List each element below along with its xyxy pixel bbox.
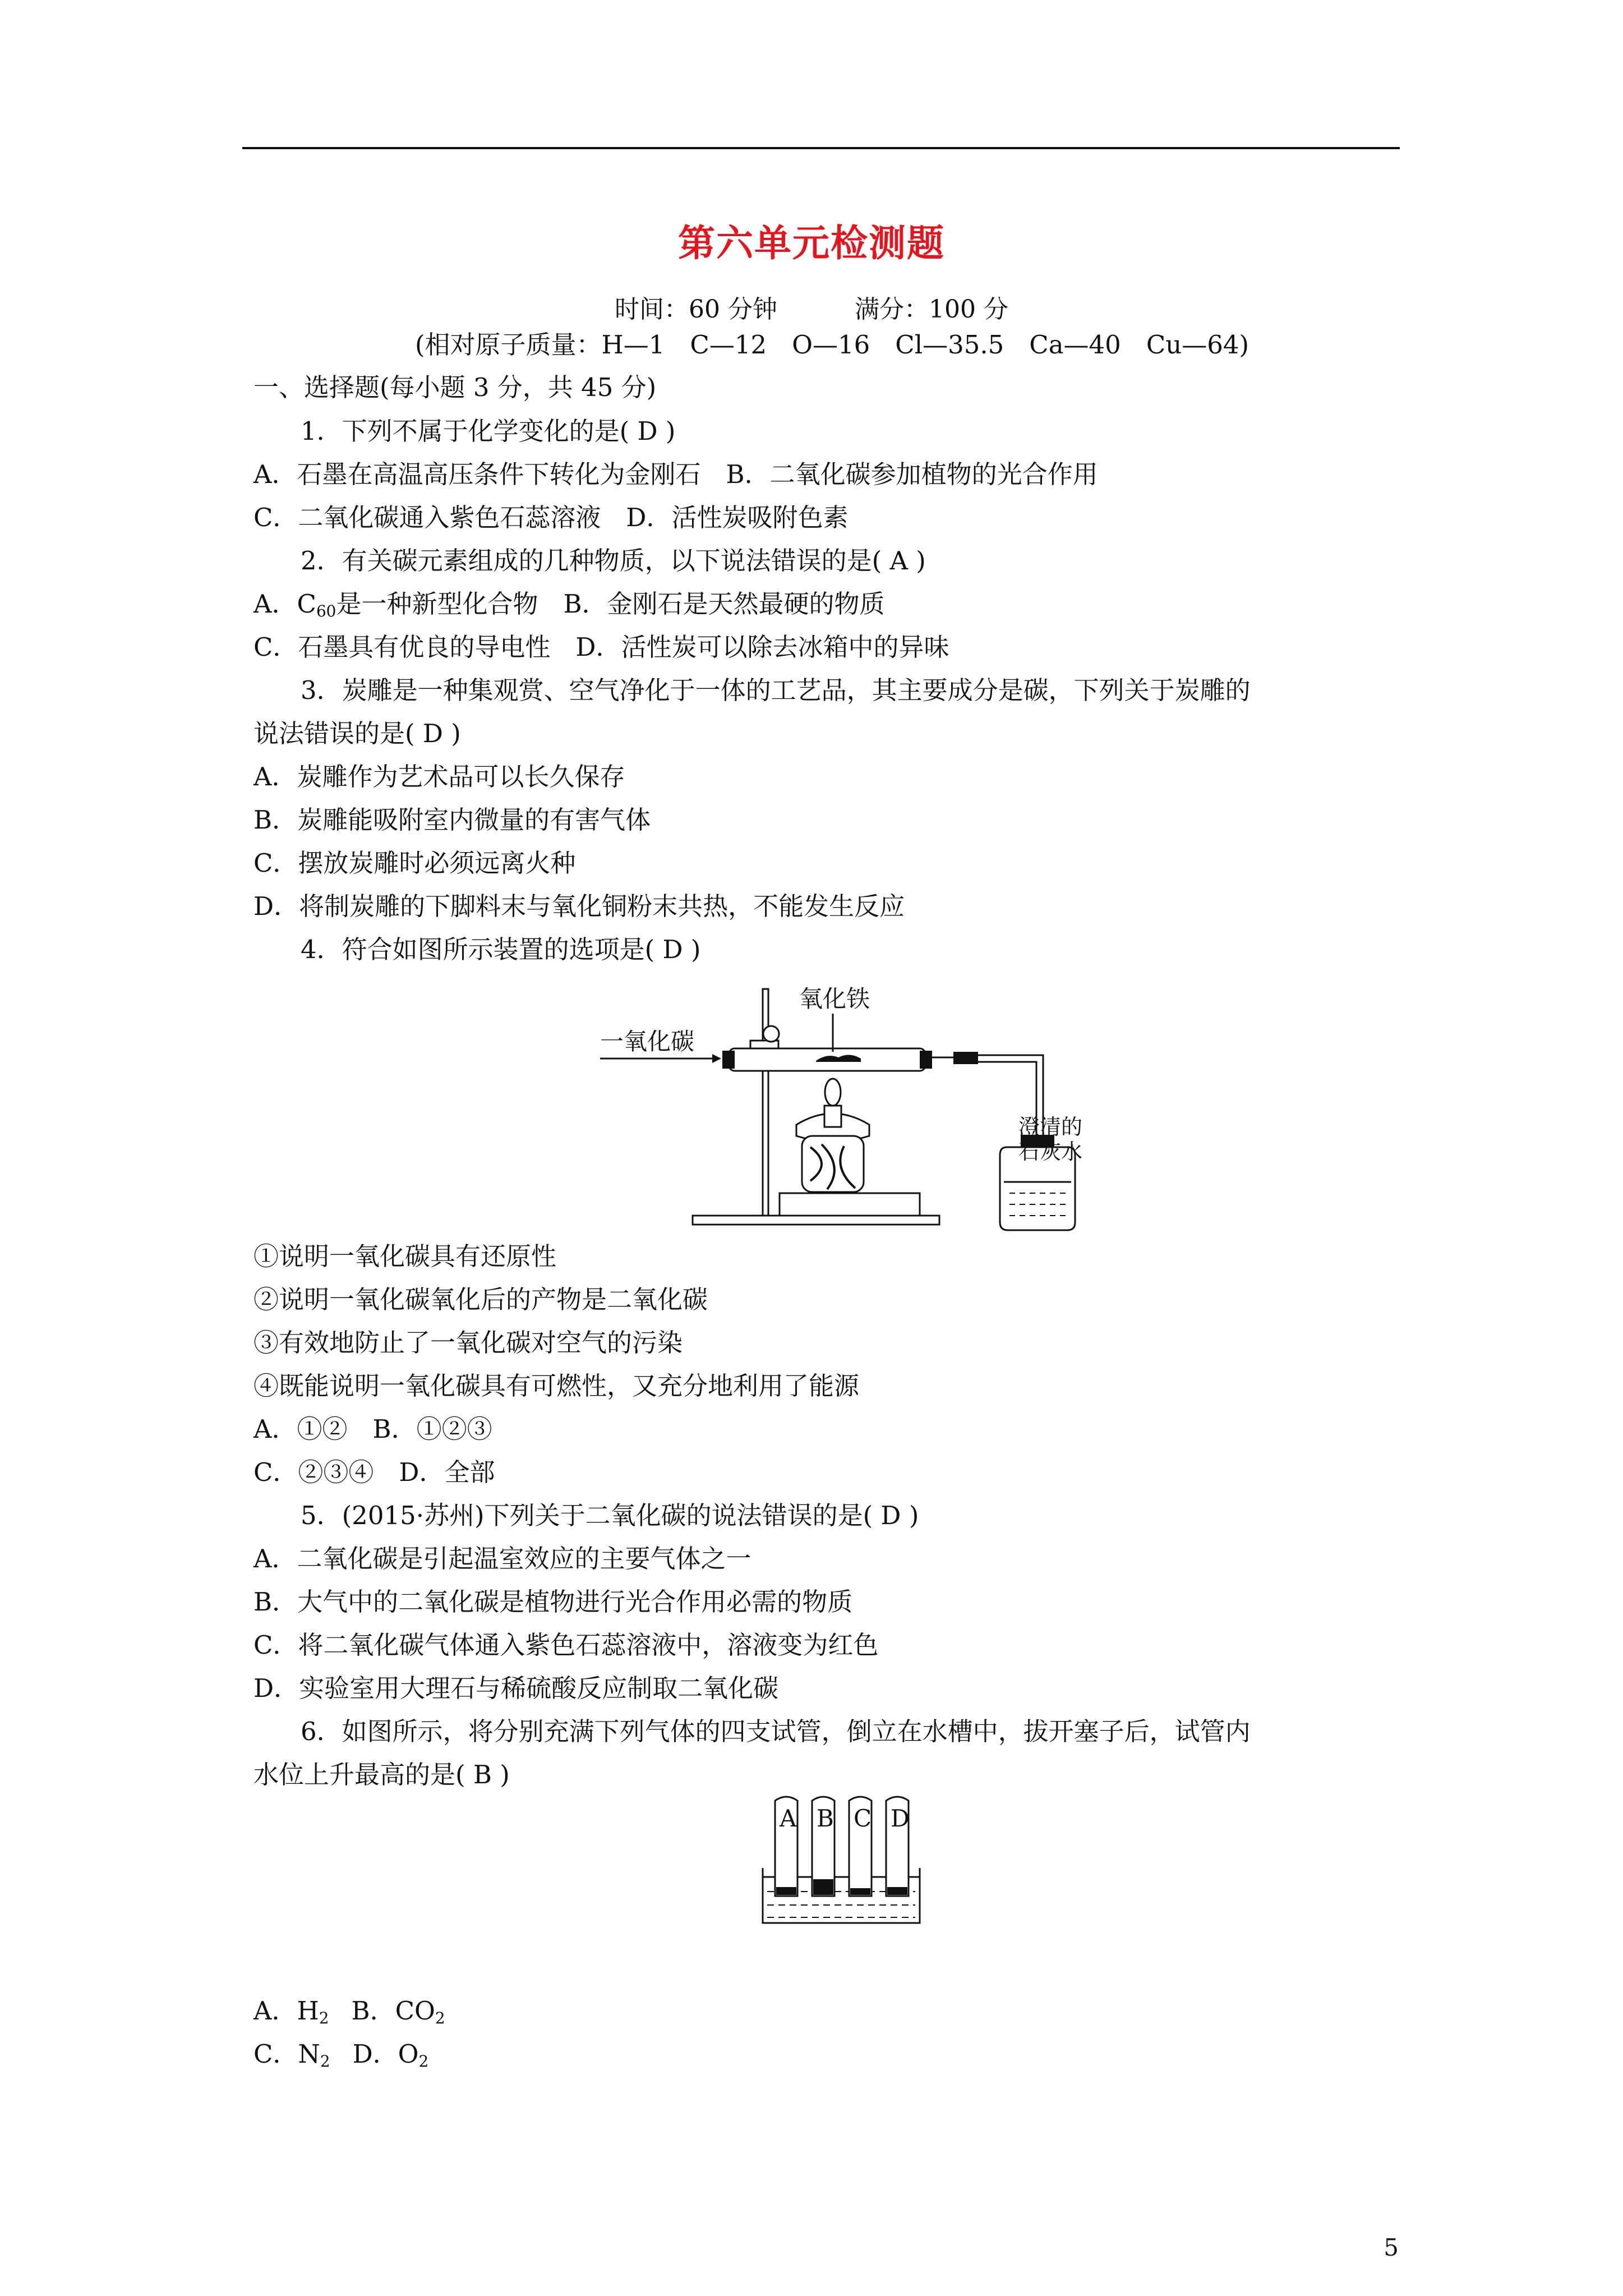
time-score-line bbox=[0, 289, 1623, 325]
co-reduction-apparatus bbox=[594, 973, 1110, 1237]
q6-stem-1: 6．如图所示，将分别充满下列气体的四支试管，倒立在水槽中，拔开塞子后，试管内 bbox=[301, 1717, 1251, 1746]
q5-option-d: D．实验室用大理石与稀硫酸反应制取二氧化碳 bbox=[253, 1673, 779, 1703]
q5-option-a: A．二氧化碳是引起温室效应的主要气体之一 bbox=[253, 1544, 751, 1573]
q6-options-ab bbox=[253, 1998, 445, 2026]
label-limewater-l2: 石灰水 bbox=[1018, 1139, 1083, 1164]
q2-options-ab bbox=[253, 591, 885, 619]
q4-options-cd: C．②③④ D．全部 bbox=[253, 1457, 495, 1487]
q2-a-rest: 是一种新型化合物 B．金刚石是天然最硬的物质 bbox=[336, 589, 885, 619]
q4-statement-2: ②说明一氧化碳氧化后的产物是二氧化碳 bbox=[253, 1285, 708, 1314]
q3-option-a: A．炭雕作为艺术品可以长久保存 bbox=[253, 762, 625, 792]
q2-stem: 2．有关碳元素组成的几种物质，以下说法错误的是( A ) bbox=[301, 546, 926, 576]
q6-b-sub: 2 bbox=[435, 2008, 445, 2027]
q6-c-pre: C．N bbox=[253, 2039, 320, 2069]
rubber-joint bbox=[953, 1052, 978, 1064]
header-rule bbox=[242, 147, 1400, 149]
stand-base bbox=[693, 1216, 939, 1225]
clamp-screw bbox=[763, 1026, 779, 1042]
page-number: 5 bbox=[1384, 2234, 1399, 2261]
q6-a-pre: A．H bbox=[253, 1996, 319, 2026]
flame bbox=[825, 1079, 841, 1106]
tube-label-c: C bbox=[854, 1805, 872, 1832]
q6-stem-2: 水位上升最高的是( B ) bbox=[253, 1760, 510, 1789]
full-score: 满分：100 分 bbox=[855, 295, 1008, 324]
q5-stem: 5．(2015·苏州)下列关于二氧化碳的说法错误的是( D ) bbox=[301, 1501, 919, 1530]
q2-options-cd: C．石墨具有优良的导电性 D．活性炭可以除去冰箱中的异味 bbox=[253, 632, 949, 662]
q6-b-pre: B．CO bbox=[351, 1996, 435, 2026]
q2-a-prefix: A．C bbox=[253, 589, 316, 619]
q6-c-sub: 2 bbox=[320, 2051, 330, 2070]
wick-holder bbox=[824, 1106, 841, 1127]
burner-platform bbox=[780, 1193, 920, 1216]
q1-stem: 1．下列不属于化学变化的是( D ) bbox=[301, 416, 676, 446]
inverted-test-tubes-figure bbox=[751, 1795, 931, 1930]
q3-option-b: B．炭雕能吸附室内微量的有害气体 bbox=[253, 805, 651, 835]
q3-option-d: D．将制炭雕的下脚料末与氧化铜粉末共热，不能发生反应 bbox=[253, 891, 905, 921]
label-limewater-l1: 澄清的 bbox=[1018, 1115, 1083, 1139]
q3-option-c: C．摆放炭雕时必须远离火种 bbox=[253, 848, 576, 878]
q5-option-c: C．将二氧化碳气体通入紫色石蕊溶液中，溶液变为红色 bbox=[253, 1630, 879, 1660]
label-co: 一氧化碳 bbox=[600, 1028, 695, 1055]
q3-stem-1: 3．炭雕是一种集观赏、空气净化于一体的工艺品，其主要成分是碳，下列关于炭雕的 bbox=[301, 675, 1251, 705]
q5-option-b: B．大气中的二氧化碳是植物进行光合作用必需的物质 bbox=[253, 1587, 853, 1617]
page-title: 第六单元检测题 bbox=[678, 221, 945, 265]
section-heading: 一、选择题(每小题 3 分，共 45 分) bbox=[253, 372, 657, 402]
tube-label-b: B bbox=[817, 1805, 834, 1832]
q4-statement-3: ③有效地防止了一氧化碳对空气的污染 bbox=[253, 1328, 683, 1358]
q6-d-pre: D．O bbox=[352, 2039, 419, 2069]
q6-options-cd bbox=[253, 2041, 428, 2069]
q1-options-cd: C．二氧化碳通入紫色石蕊溶液 D．活性炭吸附色素 bbox=[253, 503, 849, 532]
tube-label-d: D bbox=[891, 1805, 910, 1832]
atomic-masses: (相对原子质量：H—1 C—12 O—16 Cl—35.5 Ca—40 Cu—64) bbox=[415, 330, 1249, 360]
q2-a-sub: 60 bbox=[316, 601, 336, 620]
co-arrow-head bbox=[712, 1054, 721, 1063]
iron-stand-rod bbox=[763, 989, 768, 1223]
tube-label-a: A bbox=[780, 1805, 797, 1832]
tube-stopper-right bbox=[920, 1051, 932, 1069]
q4-options-ab: A．①② B．①②③ bbox=[253, 1414, 492, 1444]
time-limit: 时间：60 分钟 bbox=[615, 295, 777, 324]
q3-stem-2: 说法错误的是( D ) bbox=[253, 719, 461, 748]
tube-stopper-left bbox=[722, 1051, 735, 1069]
q6-a-sub: 2 bbox=[319, 2008, 329, 2027]
q4-statement-4: ④既能说明一氧化碳具有可燃性，又充分地利用了能源 bbox=[253, 1371, 860, 1401]
q4-stem: 4．符合如图所示装置的选项是( D ) bbox=[301, 935, 701, 964]
q6-d-sub: 2 bbox=[418, 2051, 429, 2070]
q1-options-ab: A．石墨在高温高压条件下转化为金刚石 B．二氧化碳参加植物的光合作用 bbox=[253, 459, 1098, 489]
label-iron-oxide: 氧化铁 bbox=[799, 985, 870, 1013]
q4-statement-1: ①说明一氧化碳具有还原性 bbox=[253, 1241, 557, 1271]
